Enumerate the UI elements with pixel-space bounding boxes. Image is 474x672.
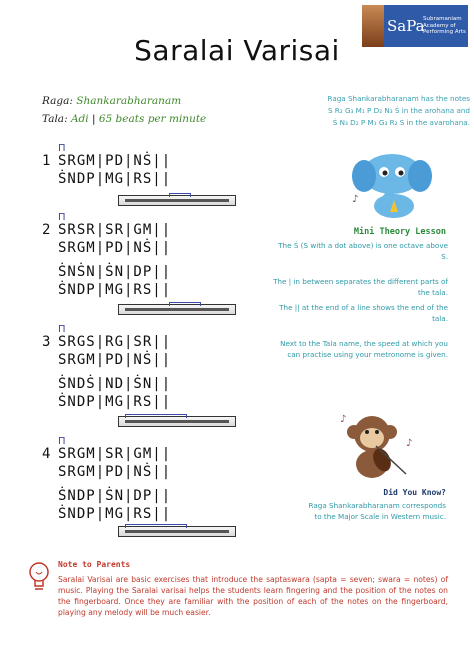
raga-line: [42, 95, 181, 107]
exercise-row: ṠNṠN|ṠN|DP||: [58, 264, 172, 280]
notes-info-line-1: Raga Shankarabharanam has the notes: [327, 94, 470, 103]
pi-marker: Π: [58, 436, 66, 447]
pi-marker: Π: [58, 324, 66, 335]
pi-marker: Π: [58, 143, 66, 154]
mini-theory-lesson-title: Mini Theory Lesson: [353, 227, 446, 237]
lesson-paragraph: The | in between separates the different parts of the tala.: [273, 277, 448, 297]
exercise-number: 1: [42, 153, 51, 169]
exercise-row: ṠNDP|ṠN|DP||: [58, 488, 172, 504]
note-to-parents-text: Saralai Varisai are basic exercises that introduce the saptaswara (sapta = seven; swara = notes) of music. Playing the Saralai varisai helps the students learn fingering and the position of the notes on the fingerboard. Once they are familiar with the position of each of the notes on the fingerboard, playing any melody will be much easier.: [58, 575, 448, 617]
exercise-row: ṠNDP|MG|RS||: [58, 282, 172, 298]
raga-notes-info: [262, 93, 470, 129]
exercise-row: ṠNDP|MG|RS||: [58, 506, 172, 522]
logo-brand: SaPa: [387, 17, 425, 35]
exercise-row: SRSR|SR|GM||: [58, 222, 172, 238]
note-to-parents-title: Note to Parents: [58, 560, 131, 569]
fingerboard-diagram: [118, 304, 236, 315]
svg-text:♪: ♪: [340, 414, 347, 425]
monkey-violin-illustration: [336, 410, 420, 482]
lesson-paragraph: The Ṡ (S with a dot above) is one octave above S.: [278, 241, 448, 261]
tala-label: Tala:: [42, 113, 68, 125]
notes-info-line-3: Ṡ N₃ D₂ P M₁ G₃ R₂ S in the avarohana.: [332, 118, 470, 127]
svg-text:♪: ♪: [352, 194, 359, 205]
exercise-row: ṠNDṠ|ND|ṠN||: [58, 376, 172, 392]
exercise-number: 4: [42, 446, 51, 462]
notes-info-line-2: S R₂ G₃ M₁ P D₂ N₃ Ṡ in the arohana and: [327, 106, 470, 115]
exercise-row: SRGM|PD|NṠ||: [58, 153, 172, 169]
exercise-row: SRGS|RG|SR||: [58, 334, 172, 350]
lesson-paragraph: Next to the Tala name, the speed at which you can practise using your metronome is given.: [280, 339, 448, 359]
exercise-row: SRGM|PD|NṠ||: [58, 464, 172, 480]
exercise-row: SRGM|PD|NṠ||: [58, 240, 172, 256]
did-you-know-text: Raga Shankarabharanam corresponds to the Major Scale in Western music.: [308, 501, 446, 521]
lesson-paragraph: The || at the end of a line shows the end of the tala.: [279, 303, 448, 323]
exercise-row: ṠNDP|MG|RS||: [58, 394, 172, 410]
exercise-row: SRGM|PD|NṠ||: [58, 352, 172, 368]
svg-text:♪: ♪: [406, 438, 413, 449]
logo-org-name: Subramaniam Academy of Performing Arts: [423, 16, 466, 36]
tala-separator: |: [91, 113, 96, 125]
tala-value: Adi: [70, 113, 89, 125]
did-you-know-title: Did You Know?: [383, 488, 446, 497]
raga-label: Raga:: [42, 95, 73, 107]
fingerboard-diagram: [118, 526, 236, 537]
page-title: Saralai Varisai: [134, 34, 340, 67]
tala-tempo: 65 beats per minute: [98, 113, 207, 125]
exercise-row: SRGM|SR|GM||: [58, 446, 172, 462]
fingerboard-diagram: [118, 416, 236, 427]
tala-line: [42, 113, 206, 125]
raga-value: Shankarabharanam: [76, 95, 182, 107]
exercise-number: 2: [42, 222, 51, 238]
exercise-row: ṠNDP|MG|RS||: [58, 171, 172, 187]
elephant-illustration: [350, 152, 446, 222]
pi-marker: Π: [58, 212, 66, 223]
fingerboard-diagram: [118, 195, 236, 206]
lightbulb-icon: [26, 560, 52, 594]
exercise-number: 3: [42, 334, 51, 350]
